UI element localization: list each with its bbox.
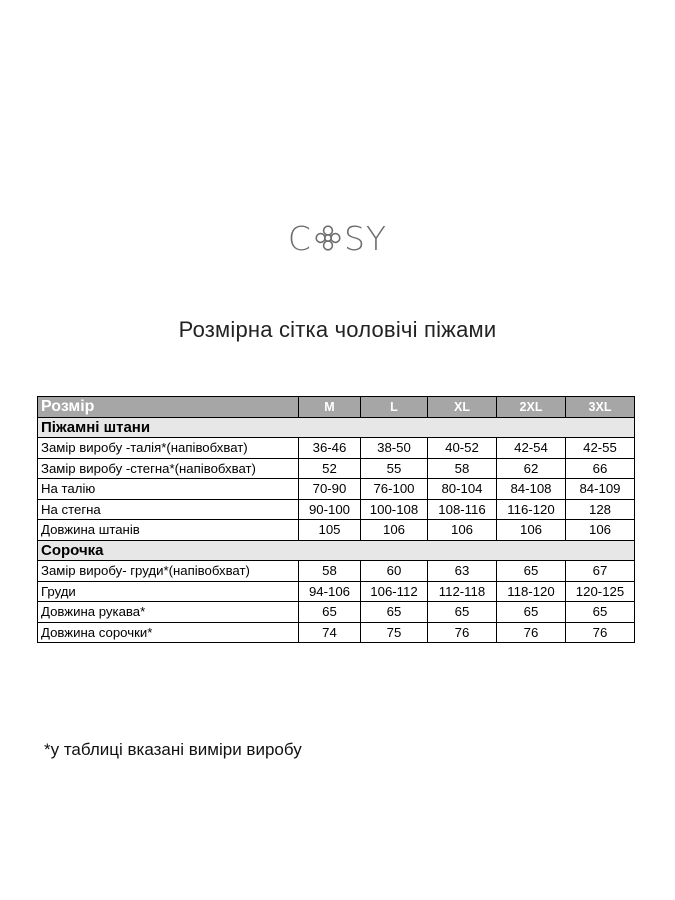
measurement-value: 65 [497, 602, 566, 623]
measurement-value: 84-108 [497, 479, 566, 500]
table-row [38, 438, 635, 459]
measurement-value: 38-50 [361, 438, 428, 459]
measurement-value: 60 [361, 561, 428, 582]
measurement-value: 76 [497, 622, 566, 643]
header-row [38, 397, 635, 418]
page-title: Розмірна сітка чоловічі піжами [178, 317, 497, 342]
measurement-label: На талію [38, 479, 299, 500]
measurement-value: 42-55 [566, 438, 635, 459]
measurement-value: 62 [497, 458, 566, 479]
size-header-label: Розмір [38, 397, 299, 418]
measurement-value: 66 [566, 458, 635, 479]
section-header-row [38, 540, 635, 561]
size-header-cell: 2XL [497, 397, 566, 418]
measurement-value: 75 [361, 622, 428, 643]
measurement-value: 120-125 [566, 581, 635, 602]
measurement-label: Довжина сорочки* [38, 622, 299, 643]
measurement-value: 65 [361, 602, 428, 623]
measurement-value: 100-108 [361, 499, 428, 520]
measurement-value: 36-46 [299, 438, 361, 459]
measurement-value: 63 [428, 561, 497, 582]
table-row [38, 581, 635, 602]
table-row [38, 479, 635, 500]
measurement-label: Довжина рукава* [38, 602, 299, 623]
measurement-value: 84-109 [566, 479, 635, 500]
table-row [38, 520, 635, 541]
measurement-label: Замір виробу- груди*(напівобхват) [38, 561, 299, 582]
size-header-cell: 3XL [566, 397, 635, 418]
measurement-value: 106 [566, 520, 635, 541]
measurement-value: 76-100 [361, 479, 428, 500]
size-header-cell: M [299, 397, 361, 418]
measurement-value: 106 [361, 520, 428, 541]
table-row [38, 458, 635, 479]
measurement-value: 65 [428, 602, 497, 623]
size-header-cell: L [361, 397, 428, 418]
measurement-value: 58 [299, 561, 361, 582]
measurement-value: 108-116 [428, 499, 497, 520]
section-header-row [38, 417, 635, 438]
measurement-label: Замір виробу -талія*(напівобхват) [38, 438, 299, 459]
measurement-value: 90-100 [299, 499, 361, 520]
measurement-value: 42-54 [497, 438, 566, 459]
measurement-value: 128 [566, 499, 635, 520]
measurement-value: 65 [299, 602, 361, 623]
measurement-value: 105 [299, 520, 361, 541]
measurement-value: 76 [428, 622, 497, 643]
measurement-value: 65 [497, 561, 566, 582]
measurement-value: 65 [566, 602, 635, 623]
measurement-value: 106-112 [361, 581, 428, 602]
measurement-value: 118-120 [497, 581, 566, 602]
measurement-value: 40-52 [428, 438, 497, 459]
measurement-value: 52 [299, 458, 361, 479]
size-chart-table [37, 396, 635, 643]
measurement-value: 70-90 [299, 479, 361, 500]
measurement-label: Довжина штанів [38, 520, 299, 541]
measurement-value: 58 [428, 458, 497, 479]
footnote: *у таблиці вказані виміри виробу [44, 740, 302, 759]
logo-letter-c: C [287, 218, 312, 258]
measurement-value: 67 [566, 561, 635, 582]
table-row [38, 622, 635, 643]
table-row [38, 499, 635, 520]
flower-icon [313, 223, 343, 253]
measurement-value: 106 [497, 520, 566, 541]
section-title: Піжамні штани [38, 417, 635, 438]
table-row [38, 561, 635, 582]
measurement-value: 116-120 [497, 499, 566, 520]
measurement-value: 55 [361, 458, 428, 479]
logo-letters-sy: SY [343, 218, 388, 258]
size-header-cell: XL [428, 397, 497, 418]
measurement-value: 112-118 [428, 581, 497, 602]
measurement-label: На стегна [38, 499, 299, 520]
measurement-value: 94-106 [299, 581, 361, 602]
measurement-label: Замір виробу -стегна*(напівобхват) [38, 458, 299, 479]
measurement-value: 76 [566, 622, 635, 643]
measurement-value: 80-104 [428, 479, 497, 500]
measurement-label: Груди [38, 581, 299, 602]
table-row [38, 602, 635, 623]
measurement-value: 106 [428, 520, 497, 541]
section-title: Сорочка [38, 540, 635, 561]
brand-logo [0, 216, 675, 260]
measurement-value: 74 [299, 622, 361, 643]
